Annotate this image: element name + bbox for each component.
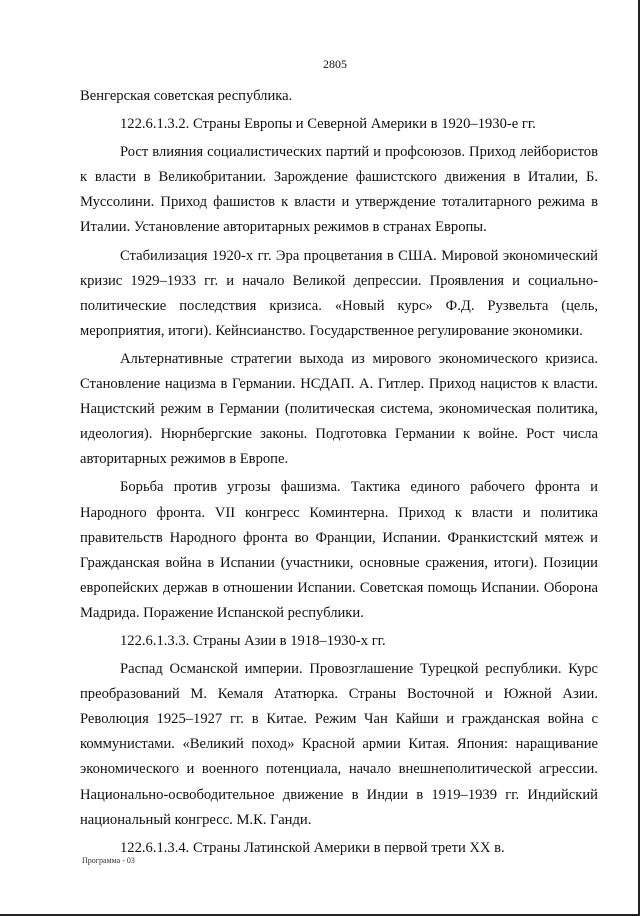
page-number: 2805 [323,57,347,71]
paragraph-antifascism: Борьба против угрозы фашизма. Тактика единого рабочего фронта и Народного фронта. VII конгресс Коминтерна. Приход к власти и политика правительств Народного фронта во Франции, Испании. Франкистский мятеж и Гражданская война в Испании (участники, основные сражения, итоги). Позиции европейских держав в отношении Испании. Советская помощь Испании. Оборона Мадрида. Поражение Испанской республики. [80,479,598,621]
paragraph-nazism: Альтернативные стратегии выхода из мирового экономического кризиса. Становление нацизма в Германии. НСДАП. А. Гитлер. Приход нацистов к власти. Нацистский режим в Германии (политическая система, экономическая политика, идеология). Нюрнбергские законы. Подготовка Германии к войне. Рост числа авторитарных режимов в Европе. [80,350,598,468]
footer-note: Программа - 03 [82,856,135,865]
paragraph-continuation: Венгерская советская республика. [80,88,293,104]
paragraph-stabilization: Стабилизация 1920-х гг. Эра процветания в США. Мировой экономический кризис 1929–1933 гг. и начало Великой депрессии. Проявления и социально-политические последствия кризиса. «Новый курс» Ф.Д. Рузвельта (цель, мероприятия, итоги). Кейнсианство. Государственное регулирование экономики. [80,247,598,339]
section-heading-122-6-1-3-4: 122.6.1.3.4. Страны Латинской Америки в первой трети XX в. [120,839,505,856]
paragraph-socialist-parties: Рост влияния социалистических партий и профсоюзов. Приход лейбористов к власти в Великобритании. Зарождение фашистского движения в Италии, Б. Муссолини. Приход фашистов к власти и утверждение тоталитарного режима в Италии. Установление авторитарных режимов в странах Европы. [80,144,598,236]
paragraph-asia: Распад Османской империи. Провозглашение Турецкой республики. Курс преобразований М. Кемаля Ататюрка. Страны Восточной и Южной Азии. Революция 1925–1927 гг. в Китае. Режим Чан Кайши и гражданская война с коммунистами. «Великий поход» Красной армии Китая. Япония: наращивание экономического и военного потенциала, начало внешнеполитической агрессии. Национально-освободительное движение в Индии в 1919–1939 гг. Индийский национальный конгресс. М.К. Ганди. [80,661,598,828]
section-heading-122-6-1-3-3: 122.6.1.3.3. Страны Азии в 1918–1930-х гг. [120,632,386,649]
document-body [80,84,598,861]
section-heading-122-6-1-3-2: 122.6.1.3.2. Страны Европы и Северной Америки в 1920–1930-е гг. [120,116,536,133]
